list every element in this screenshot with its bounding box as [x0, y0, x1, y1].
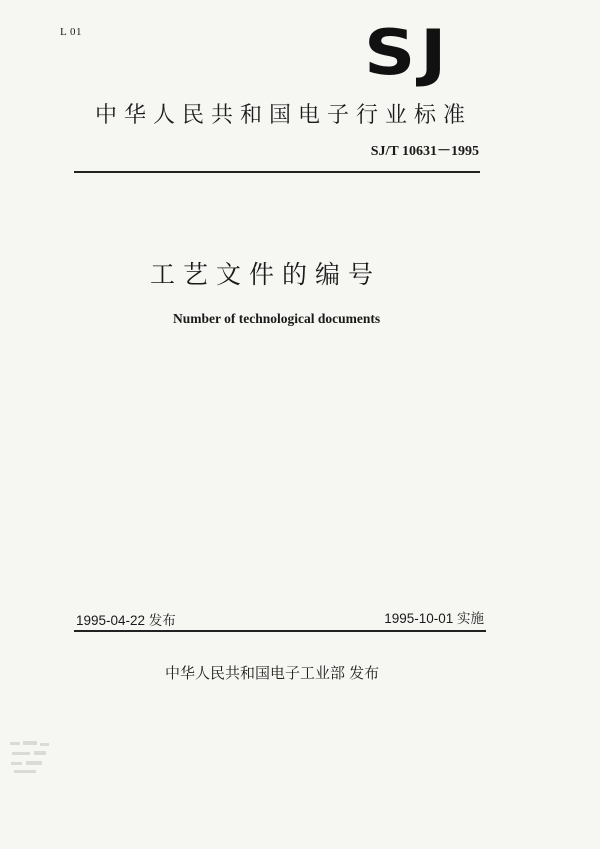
scan-smudge [8, 738, 68, 778]
document-title-english: Number of technological documents [173, 311, 381, 326]
standard-number: SJ/T 10631－1995 [370, 144, 479, 159]
publisher-line: 中华人民共和国电子工业部 发布 [165, 665, 380, 682]
document-title-chinese: 工艺文件的编号 [150, 260, 382, 289]
classification-code: L 01 [60, 26, 83, 38]
implementation-date: 1995-10-01 实施 [384, 611, 484, 626]
issue-date: 1995-04-22 发布 [76, 613, 176, 628]
sj-logo: SJ [364, 16, 452, 89]
footer-divider [74, 630, 486, 632]
organization-title: 中华人民共和国电子行业标准 [95, 103, 473, 128]
header-divider [74, 171, 480, 173]
